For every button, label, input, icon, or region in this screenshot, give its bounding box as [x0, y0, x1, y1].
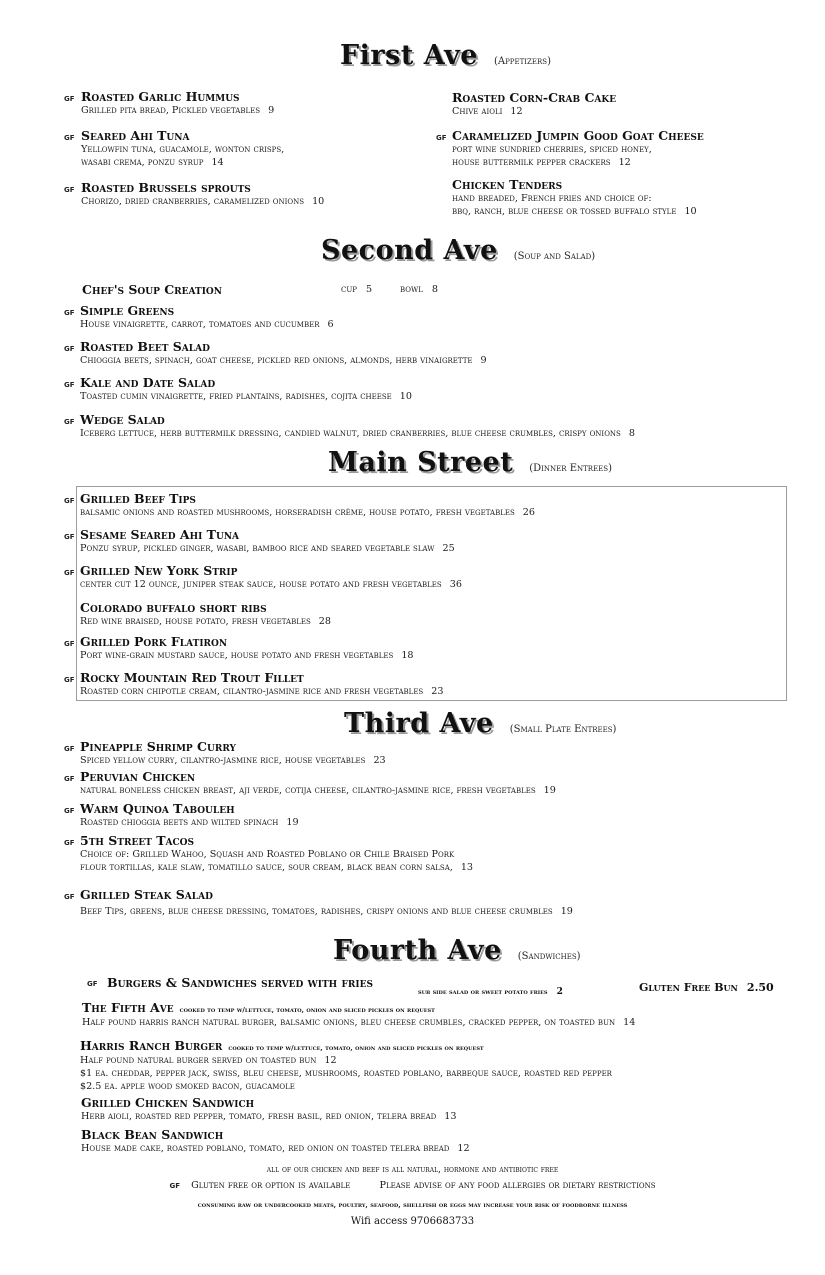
item-name: Pineapple Shrimp Curry [80, 739, 236, 754]
third-ave-header [344, 708, 616, 739]
item-desc: bbq, ranch, blue cheese or tossed buffalo style [452, 206, 677, 217]
item-desc: center cut 12 ounce, juniper steak sauce, house potato and fresh vegetables [80, 579, 442, 590]
item-name: Warm Quinoa Tabouleh [80, 801, 235, 816]
item-name: Roasted Brussels sprouts [81, 180, 251, 195]
gf-marker: GF [64, 134, 75, 142]
item-desc: flour tortillas, kale slaw, tomatillo sauce, sour cream, black bean corn salsa, [80, 862, 453, 873]
menu-item-kale-salad [80, 375, 412, 403]
gf-marker: GF [64, 807, 75, 815]
item-desc: Roasted corn chipotle cream, cilantro-jasmine rice and fresh vegetables [80, 686, 424, 697]
item-price: 10 [684, 206, 697, 217]
menu-item-sesame-ahi [80, 527, 455, 555]
item-name: Chef's Soup Creation [82, 282, 222, 297]
gf-marker: GF [64, 640, 75, 648]
sub-text: sub side salad or sweet potato fries [418, 988, 548, 996]
menu-item-tacos [80, 833, 473, 874]
menu-item-wedge-salad [80, 412, 635, 440]
item-desc: house buttermilk pepper crackers [452, 157, 611, 168]
item-name: Kale and Date Salad [80, 375, 216, 390]
menu-item-fifth-ave [82, 997, 635, 1029]
gf-marker: GF [64, 676, 75, 684]
item-desc: balsamic onions and roasted mushrooms, horseradish crème, house potato, fresh vegetables [80, 507, 515, 518]
cup-price: 5 [366, 284, 373, 295]
item-price: 28 [318, 616, 332, 627]
section-title: Fourth Ave [333, 935, 502, 966]
item-desc: Herb aioli, roasted red pepper, tomato, fresh basil, red onion, telera bread [81, 1111, 437, 1122]
gf-marker: GF [64, 345, 75, 353]
item-price: 26 [522, 507, 536, 518]
item-name: Grilled Pork Flatiron [80, 634, 228, 649]
item-name: Seared Ahi Tuna [81, 128, 190, 143]
item-desc: House made cake, roasted poblano, tomato, red onion on toasted telera bread [81, 1143, 450, 1154]
item-price: 9 [480, 355, 487, 366]
section-title: First Ave [340, 40, 478, 71]
gf-marker: GF [64, 381, 75, 389]
item-name: Grilled Steak Salad [80, 887, 213, 902]
menu-item-ny-strip [80, 563, 462, 591]
item-desc: Toasted cumin vinaigrette, fried plantains, radishes, cojita cheese [80, 391, 392, 402]
gf-marker: GF [64, 418, 75, 426]
item-desc: Chorizo, dried cranberries, caramelized onions [81, 196, 305, 207]
item-price: 8 [628, 428, 635, 439]
gf-allergy-line [0, 1180, 825, 1191]
menu-item-seared-ahi [81, 128, 284, 169]
menu-item-simple-greens [80, 303, 334, 331]
item-name: Roasted Corn-Crab Cake [452, 90, 617, 105]
item-desc: Half pound natural burger served on toasted bun [80, 1055, 317, 1066]
item-name: Peruvian Chicken [80, 769, 196, 784]
menu-item-quinoa [80, 801, 299, 829]
item-price: 13 [460, 862, 474, 873]
item-price: 13 [444, 1111, 457, 1122]
item-price: 14 [623, 1017, 636, 1028]
section-title: Main Street [328, 447, 514, 478]
item-name: Grilled Beef Tips [80, 491, 196, 506]
menu-item-pork-flatiron [80, 634, 414, 662]
menu-item-beet-salad [80, 339, 487, 367]
menu-item-goat-cheese [452, 128, 704, 169]
item-price: 9 [268, 105, 275, 116]
item-desc: Chioggia beets, spinach, goat cheese, pickled red onions, almonds, herb vinaigrette [80, 355, 473, 366]
side-substitution [418, 979, 563, 998]
burgers-intro: Burgers & Sandwiches served with fries [107, 975, 373, 990]
item-desc: wasabi crema, ponzu syrup [81, 157, 204, 168]
item-name: Simple Greens [80, 303, 175, 318]
gf-marker: GF [64, 533, 75, 541]
menu-item-crab-cake [452, 90, 616, 118]
item-desc: Roasted chioggia beets and wilted spinach [80, 817, 279, 828]
item-price: 23 [373, 755, 386, 766]
item-price: 12 [457, 1143, 470, 1154]
item-desc: Spiced yellow curry, cilantro-jasmine rice, house vegetables [80, 755, 366, 766]
item-name: Wedge Salad [80, 412, 165, 427]
item-desc: Beef Tips, greens, blue cheese dressing, tomatoes, radishes, crispy onions and blue cheese crumbles [80, 906, 553, 917]
gf-marker: GF [436, 134, 447, 142]
first-ave-header [340, 40, 551, 71]
item-desc: Choice of: Grilled Wahoo, Squash and Roasted Poblano or Chile Braised Pork [80, 849, 455, 860]
gf-marker: GF [64, 839, 75, 847]
item-name: Grilled Chicken Sandwich [81, 1095, 255, 1110]
item-addons: $2.5 ea. apple wood smoked bacon, guacamole [80, 1081, 295, 1092]
item-price: 25 [442, 543, 455, 554]
item-name: Colorado buffalo short ribs [80, 600, 267, 615]
gf-marker: GF [169, 1182, 180, 1190]
item-price: 19 [286, 817, 299, 828]
item-price: 19 [560, 906, 573, 917]
item-price: 12 [324, 1055, 337, 1066]
item-name: Roasted Beet Salad [80, 339, 210, 354]
menu-item-hummus [81, 89, 274, 117]
item-price: 19 [543, 785, 556, 796]
section-title: Second Ave [321, 235, 498, 266]
gf-marker: GF [87, 980, 98, 988]
gf-marker: GF [64, 309, 75, 317]
item-desc: Iceberg lettuce, herb buttermilk dressing, candied walnut, dried cranberries, blue cheese crumbles, crispy onions [80, 428, 621, 439]
menu-item-brussels [81, 180, 324, 208]
item-desc: hand breaded, French fries and choice of: [452, 193, 652, 204]
menu-item-soup [82, 282, 222, 297]
item-desc: Red wine braised, house potato, fresh vegetables [80, 616, 311, 627]
cup-label: cup [341, 284, 357, 295]
soup-cup-price [341, 283, 372, 296]
raw-food-warning: consuming raw or undercooked meats, poultry, seafood, shellfish or eggs may increase your risk of foodborne illness [197, 1200, 628, 1209]
section-subtitle: (Small Plate Entrees) [509, 724, 617, 735]
bowl-label: bowl [400, 284, 423, 295]
item-price: 6 [327, 319, 334, 330]
item-name: The Fifth Ave [82, 1000, 174, 1015]
main-street-header [328, 447, 612, 478]
wifi-access: Wifi access 9706683733 [350, 1216, 475, 1227]
gf-marker: GF [64, 497, 75, 505]
soup-bowl-price [400, 283, 438, 296]
gf-marker: GF [64, 95, 75, 103]
menu-item-beef-tips [80, 491, 535, 519]
item-desc: port wine sundried cherries, spiced honey, [452, 144, 652, 155]
item-name: Caramelized Jumpin Good Goat Cheese [452, 128, 704, 143]
item-price: 14 [211, 157, 224, 168]
section-subtitle: (Dinner Entrees) [529, 463, 612, 474]
gf-note: Gluten free or option is available [191, 1180, 351, 1191]
section-subtitle: (Soup and Salad) [513, 251, 596, 262]
item-price: 36 [449, 579, 462, 590]
second-ave-header [321, 235, 595, 266]
menu-item-peruvian-chicken [80, 769, 556, 797]
item-note: cooked to temp w/lettuce, tomato, onion and sliced pickles on request [179, 1006, 435, 1014]
gf-bun-price: 2.50 [746, 981, 774, 994]
menu-item-steak-salad [80, 887, 573, 918]
menu-item-short-ribs [80, 600, 331, 628]
section-title: Third Ave [344, 708, 494, 739]
menu-item-shrimp-curry [80, 739, 386, 767]
gf-marker: GF [64, 745, 75, 753]
item-note: cooked to temp w/lettuce, tomato, onion and sliced pickles on request [228, 1044, 484, 1052]
sub-price: 2 [556, 987, 563, 997]
item-name: Grilled New York Strip [80, 563, 238, 578]
item-name: Black Bean Sandwich [81, 1127, 224, 1142]
gf-marker: GF [64, 775, 75, 783]
item-desc: Half pound harris ranch natural burger, balsamic onions, bleu cheese crumbles, cracked pepper, on toasted bun [82, 1017, 616, 1028]
fourth-ave-header [333, 935, 581, 966]
item-desc: Yellowfin tuna, guacamole, wonton crisps, [81, 144, 285, 155]
menu-item-black-bean [81, 1127, 470, 1155]
natural-notice: all of our chicken and beef is all natural, hormone and antibiotic free [266, 1165, 559, 1175]
item-desc: natural boneless chicken breast, aji verde, cotija cheese, cilantro-jasmine rice, fresh vegetables [80, 785, 536, 796]
item-desc: Grilled pita bread, Pickled vegetables [81, 105, 261, 116]
gf-marker: GF [64, 893, 75, 901]
item-price: 10 [399, 391, 413, 402]
item-desc: Port wine-grain mustard sauce, house potato and fresh vegetables [80, 650, 394, 661]
gf-bun [639, 976, 774, 995]
section-subtitle: (Sandwiches) [517, 951, 581, 962]
menu-item-harris-burger [80, 1035, 612, 1093]
item-name: Harris Ranch Burger [80, 1038, 223, 1053]
gf-marker: GF [64, 569, 75, 577]
menu-item-chicken-tenders [452, 177, 697, 218]
item-desc: Chive aioli [452, 106, 503, 117]
item-price: 12 [510, 106, 523, 117]
item-price: 10 [312, 196, 325, 207]
bowl-price: 8 [431, 284, 439, 295]
item-desc: House vinaigrette, carrot, tomatoes and cucumber [80, 319, 320, 330]
menu-item-red-trout [80, 670, 443, 698]
item-price: 12 [618, 157, 631, 168]
gf-marker: GF [64, 186, 75, 194]
gf-bun-label: Gluten Free Bun [639, 981, 738, 994]
item-name: Chicken Tenders [452, 177, 563, 192]
item-price: 23 [431, 686, 444, 697]
item-name: Sesame Seared Ahi Tuna [80, 527, 240, 542]
item-addons: $1 ea. cheddar, pepper jack, swiss, bleu cheese, mushrooms, roasted poblano, barbeque sauce, roasted red pepper [80, 1068, 612, 1079]
section-subtitle: (Appetizers) [493, 56, 551, 67]
item-price: 18 [401, 650, 414, 661]
item-name: Roasted Garlic Hummus [81, 89, 240, 104]
menu-item-chicken-sandwich [81, 1095, 456, 1123]
item-name: 5th Street Tacos [80, 833, 195, 848]
item-desc: Ponzu syrup, pickled ginger, wasabi, bamboo rice and seared vegetable slaw [80, 543, 435, 554]
item-name: Rocky Mountain Red Trout Fillet [80, 670, 304, 685]
allergy-note: Please advise of any food allergies or dietary restrictions [379, 1180, 656, 1191]
